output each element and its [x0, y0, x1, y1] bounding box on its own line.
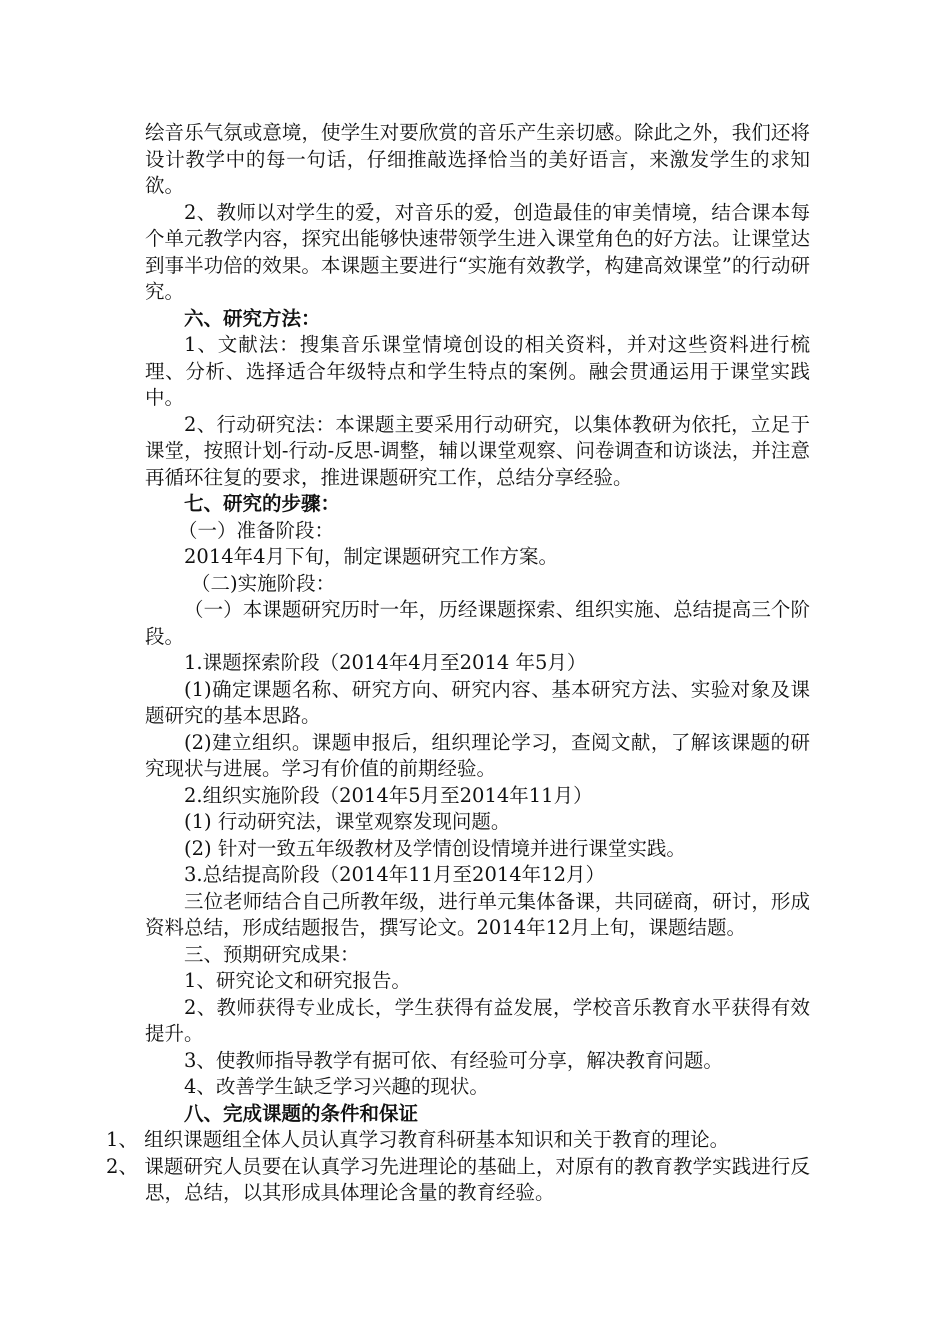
list-item-result-2: 2、教师获得专业成长，学生获得有益发展，学校音乐教育水平获得有效提升。 [145, 995, 810, 1045]
paragraph-teacher-love: 2、教师以对学生的爱，对音乐的爱，创造最佳的审美情境，结合课本每个单元教学内容，探究出能够快速带领学生进入课堂角色的好方法。让课堂达到事半功倍的效果。本课题主要进行“实施有效教学，构建高效课堂”的行动研究。 [145, 200, 810, 303]
list-item-result-1: 1、研究论文和研究报告。 [184, 969, 411, 992]
paragraph-literature-method: 1、文献法：搜集音乐课堂情境创设的相关资料，并对这些资料进行梳理、分析、选择适合年级特点和学生特点的案例。融会贯通运用于课堂实践中。 [145, 333, 810, 409]
stage-summary-title: 3.总结提高阶段（2014年11月至2014年12月） [184, 863, 605, 886]
heading-research-steps: 七、研究的步骤： [184, 492, 341, 515]
subheading-implementation-stage: （二)实施阶段： [191, 571, 336, 595]
heading-research-methods: 六、研究方法： [184, 306, 321, 330]
list-item-result-4: 4、改善学生缺乏学习兴趣的现状。 [184, 1075, 489, 1098]
heading-expected-results: 三、预期研究成果： [184, 942, 360, 966]
list-item-result-3: 3、使教师指导教学有据可依、有经验可分享，解决教育问题。 [184, 1048, 723, 1072]
stage-exploration-title: 1.课题探索阶段（2014年4月至2014 年5月） [184, 651, 587, 674]
paragraph-summary-work: 三位老师结合自己所教年级，进行单元集体备课，共同磋商，研讨，形成资料总结，形成结题报告，撰写论文。2014年12月上旬，课题结题。 [145, 889, 810, 939]
document-page [106, 120, 810, 1207]
stage-implementation-title: 2.组织实施阶段（2014年5月至2014年11月） [184, 783, 593, 807]
list-item-exploration-2: (2)建立组织。课题申报后，组织理论学习，查阅文献，了解该课题的研究现状与进展。学习有价值的前期经验。 [145, 730, 810, 780]
list-item-condition-2: 2、 课题研究人员要在认真学习先进理论的基础上，对原有的教育教学实践进行反思，总结，以其形成具体理论含量的教育经验。 [106, 1154, 810, 1204]
paragraph-preparation-date: 2014年4月下旬，制定课题研究工作方案。 [184, 545, 559, 568]
list-item-implementation-2: (2) 针对一致五年级教材及学情创设情境并进行课堂实践。 [184, 836, 686, 860]
list-item-condition-1: 1、 组织课题组全体人员认真学习教育科研基本知识和关于教育的理论。 [106, 1128, 730, 1151]
paragraph-action-research-method: 2、行动研究法：本课题主要采用行动研究，以集体教研为依托，立足于课堂，按照计划-行动-反思-调整，辅以课堂观察、问卷调查和访谈法，并注意再循环往复的要求，推进课题研究工作，总结分享经验。 [145, 412, 810, 489]
paragraph-continuation: 绘音乐气氛或意境，使学生对要欣赏的音乐产生亲切感。除此之外，我们还将设计教学中的每一句话，仔细推敲选择恰当的美好语言，来激发学生的求知欲。 [145, 121, 810, 197]
list-item-implementation-1: (1) 行动研究法，课堂观察发现问题。 [184, 810, 511, 833]
list-item-exploration-1: (1)确定课题名称、研究方向、研究内容、基本研究方法、实验对象及课题研究的基本思路。 [145, 677, 810, 727]
heading-conditions-guarantee: 八、完成课题的条件和保证 [184, 1101, 419, 1125]
subheading-preparation-stage: （一）准备阶段： [178, 518, 335, 542]
paragraph-research-duration: （一）本课题研究历时一年，历经课题探索、组织实施、总结提高三个阶段。 [145, 598, 810, 648]
